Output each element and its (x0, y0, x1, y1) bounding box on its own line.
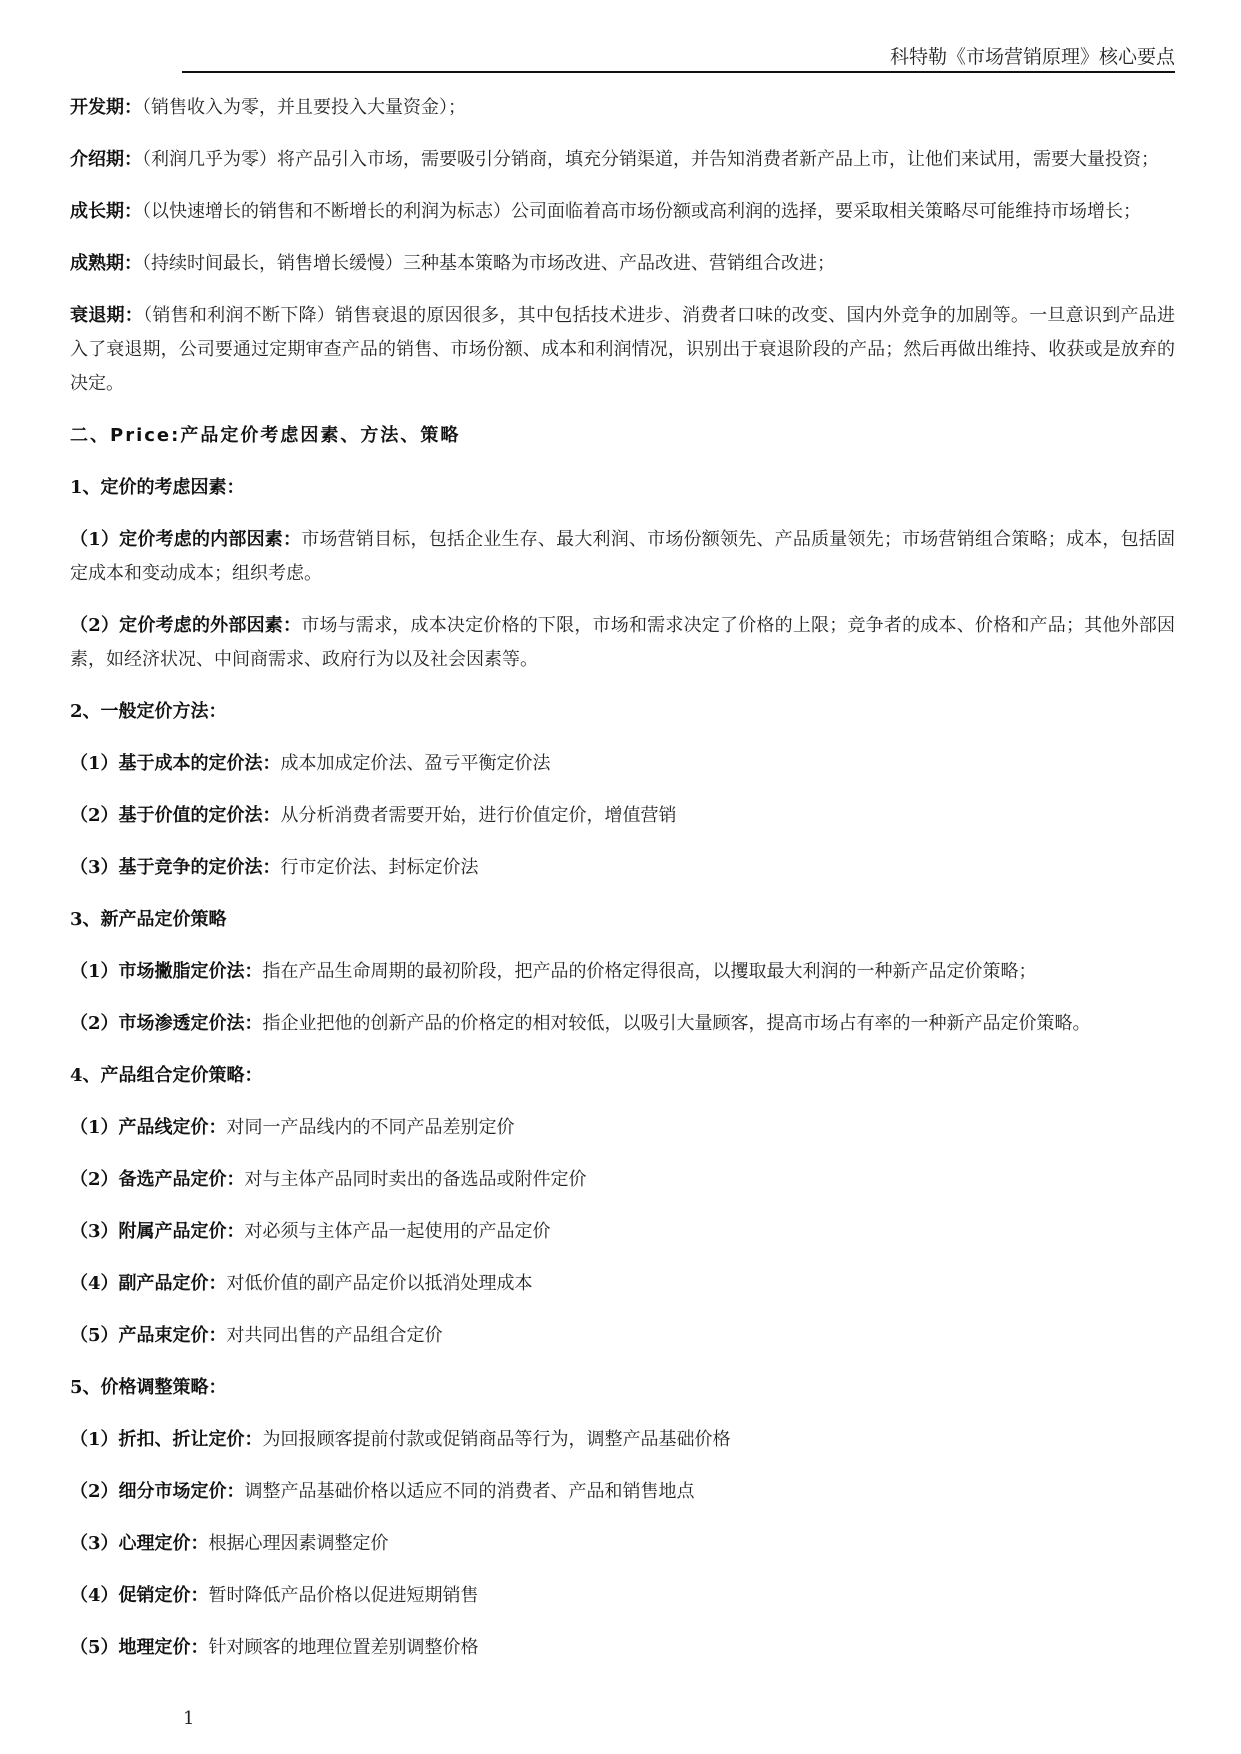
item-label: （3）心理定价： (70, 1533, 209, 1554)
list-item (70, 609, 1175, 677)
item-label: （2）备选产品定价： (70, 1169, 245, 1190)
lifecycle-label: 成长期： (70, 201, 142, 222)
item-label: （1）市场撇脂定价法： (70, 961, 263, 982)
item-text: 对共同出售的产品组合定价 (226, 1325, 443, 1346)
lifecycle-growth (70, 195, 1175, 229)
lifecycle-label: 成熟期： (70, 253, 142, 274)
item-text: 市场与需求，成本决定价格的下限，市场和需求决定了价格的上限；竞争者的成本、价格和产品；其他外部因素，如经济状况、中间商需求、政府行为以及社会因素等。 (70, 615, 1175, 670)
list-item (70, 851, 1175, 885)
header-rule (182, 71, 1175, 73)
list-item (70, 747, 1175, 781)
lifecycle-maturity (70, 247, 1175, 281)
lifecycle-text: （利润几乎为零）将产品引入市场，需要吸引分销商，填充分销渠道，并告知消费者新产品上市，让他们来试用，需要大量投资； (142, 149, 1159, 170)
list-item (70, 1163, 1175, 1197)
section-title-price: 二、Price:产品定价考虑因素、方法、策略 (70, 425, 461, 446)
list-item (70, 1475, 1175, 1509)
subsection-heading-product-mix: 4、产品组合定价策略： (70, 1065, 263, 1086)
item-label: （1）定价考虑的内部因素： (70, 529, 302, 550)
list-item (70, 523, 1175, 591)
list-item (70, 1111, 1175, 1145)
item-label: （4）副产品定价： (70, 1273, 227, 1294)
item-label: （3）基于竞争的定价法： (70, 857, 281, 878)
item-text: 对必须与主体产品一起使用的产品定价 (244, 1221, 551, 1242)
lifecycle-text: （销售和利润不断下降）销售衰退的原因很多，其中包括技术进步、消费者口味的改变、国内外竞争的加剧等。一旦意识到产品进入了衰退期，公司要通过定期审查产品的销售、市场份额、成本和利润情况，识别出于衰退阶段的产品；然后再做出维持、收获或是放弃的决定。 (70, 305, 1176, 394)
document-body (70, 91, 1175, 1683)
subsection-heading-factors: 1、定价的考虑因素： (70, 477, 245, 498)
list-item (70, 1631, 1175, 1665)
item-text: 暂时降低产品价格以促进短期销售 (208, 1585, 479, 1606)
item-label: （1）产品线定价： (70, 1117, 227, 1138)
page-number: 1 (183, 1708, 195, 1729)
list-item (70, 1319, 1175, 1353)
subsection-heading-methods: 2、一般定价方法： (70, 701, 227, 722)
item-text: 为回报顾客提前付款或促销商品等行为，调整产品基础价格 (262, 1429, 731, 1450)
item-text: 行市定价法、封标定价法 (280, 857, 479, 878)
item-label: （1）折扣、折让定价： (70, 1429, 263, 1450)
list-item (70, 1215, 1175, 1249)
lifecycle-label: 介绍期： (70, 149, 142, 170)
item-text: 调整产品基础价格以适应不同的消费者、产品和销售地点 (244, 1481, 695, 1502)
item-text: 对与主体产品同时卖出的备选品或附件定价 (244, 1169, 587, 1190)
item-label: （2）细分市场定价： (70, 1481, 245, 1502)
page-header-title: 科特勒《市场营销原理》核心要点 (889, 46, 1175, 68)
list-item (70, 955, 1175, 989)
item-text: 根据心理因素调整定价 (208, 1533, 389, 1554)
list-item (70, 799, 1175, 833)
item-text: 成本加成定价法、盈亏平衡定价法 (280, 753, 551, 774)
item-text: 针对顾客的地理位置差别调整价格 (208, 1637, 479, 1658)
item-text: 从分析消费者需要开始，进行价值定价，增值营销 (280, 805, 677, 826)
item-label: （2）定价考虑的外部因素： (70, 615, 302, 636)
subsection-heading-new-product: 3、新产品定价策略 (70, 909, 227, 930)
list-item (70, 1579, 1175, 1613)
lifecycle-label: 衰退期： (70, 305, 144, 326)
item-label: （1）基于成本的定价法： (70, 753, 281, 774)
item-label: （2）基于价值的定价法： (70, 805, 281, 826)
lifecycle-decline (70, 299, 1175, 401)
lifecycle-text: （销售收入为零，并且要投入大量资金）； (142, 97, 466, 118)
list-item (70, 1267, 1175, 1301)
lifecycle-development (70, 91, 1175, 125)
item-text: 指企业把他的创新产品的价格定的相对较低，以吸引大量顾客，提高市场占有率的一种新产品定价策略。 (262, 1013, 1091, 1034)
item-label: （4）促销定价： (70, 1585, 209, 1606)
list-item (70, 1007, 1175, 1041)
item-label: （3）附属产品定价： (70, 1221, 245, 1242)
item-label: （2）市场渗透定价法： (70, 1013, 263, 1034)
subsection-heading-price-adjustment: 5、价格调整策略： (70, 1377, 227, 1398)
item-label: （5）地理定价： (70, 1637, 209, 1658)
item-label: （5）产品束定价： (70, 1325, 227, 1346)
lifecycle-text: （以快速增长的销售和不断增长的利润为标志）公司面临着高市场份额或高利润的选择，要采取相关策略尽可能维持市场增长； (142, 201, 1141, 222)
item-text: 对低价值的副产品定价以抵消处理成本 (226, 1273, 533, 1294)
lifecycle-introduction (70, 143, 1175, 177)
list-item (70, 1527, 1175, 1561)
lifecycle-text: （持续时间最长，销售增长缓慢）三种基本策略为市场改进、产品改进、营销组合改进； (142, 253, 835, 274)
item-text: 市场营销目标，包括企业生存、最大利润、市场份额领先、产品质量领先；市场营销组合策略；成本，包括固定成本和变动成本；组织考虑。 (70, 529, 1175, 584)
list-item (70, 1423, 1175, 1457)
item-text: 指在产品生命周期的最初阶段，把产品的价格定得很高，以攫取最大利润的一种新产品定价策略； (262, 961, 1037, 982)
lifecycle-label: 开发期： (70, 97, 142, 118)
item-text: 对同一产品线内的不同产品差别定价 (226, 1117, 515, 1138)
